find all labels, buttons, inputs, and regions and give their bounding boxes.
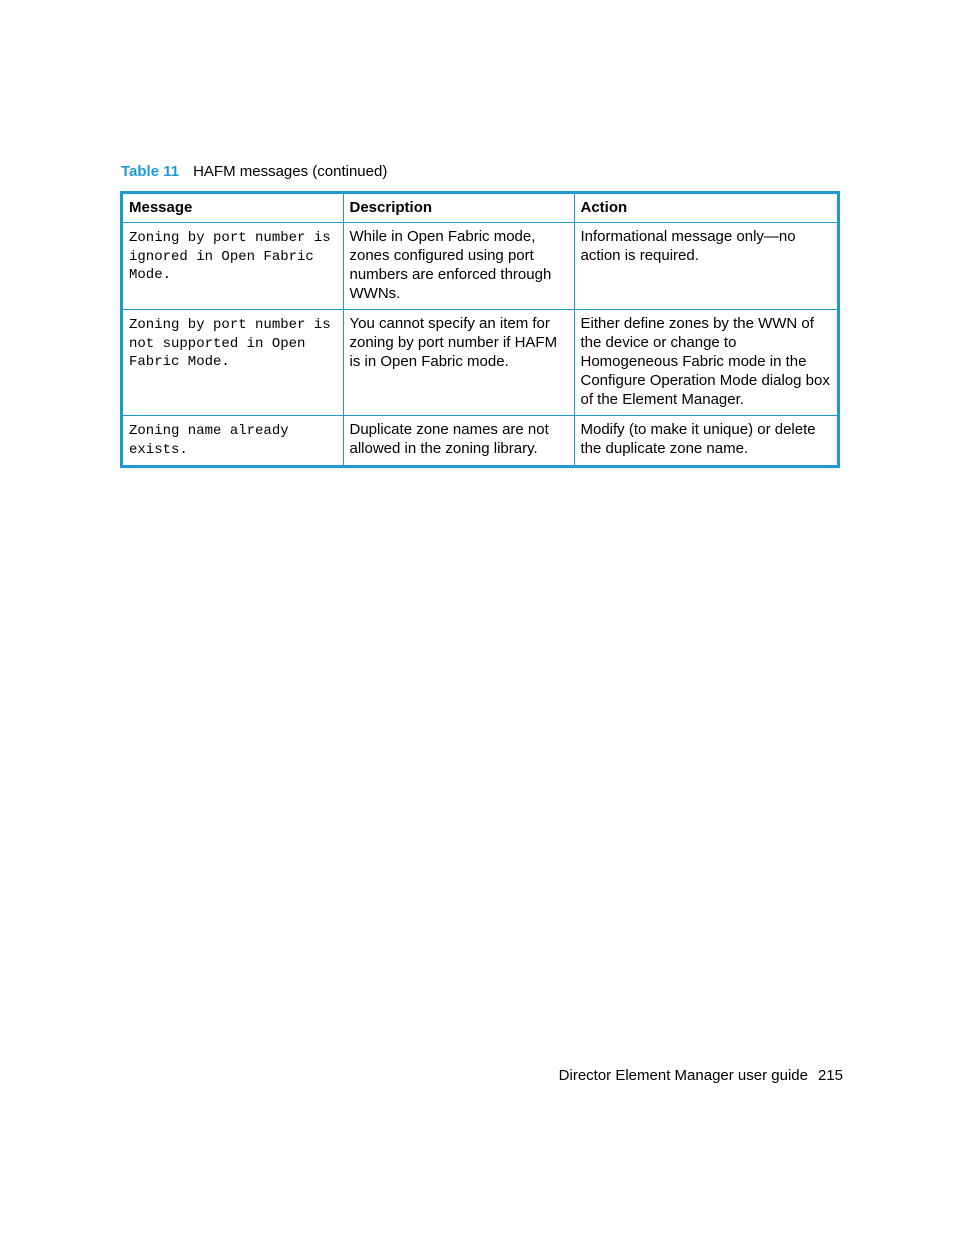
table-caption-title: HAFM messages (continued) [193,163,388,180]
description-cell: You cannot specify an item for zoning by port number if HAFM is in Open Fabric mode. [343,310,574,416]
message-cell: Zoning by port number is not supported in Open Fabric Mode. [123,310,343,416]
description-cell: While in Open Fabric mode, zones configured using port numbers are enforced through WWNs. [343,223,574,310]
table-caption [121,162,387,182]
action-cell: Either define zones by the WWN of the device or change to Homogeneous Fabric mode in the Configure Operation Mode dialog box of the Element Manager. [574,310,837,416]
table-row [123,310,837,416]
action-cell: Informational message only—no action is required. [574,223,837,310]
message-cell: Zoning by port number is ignored in Open Fabric Mode. [123,223,343,310]
table-row [123,416,837,466]
messages-table [123,194,837,465]
header-description: Description [343,194,574,223]
description-cell: Duplicate zone names are not allowed in the zoning library. [343,416,574,466]
header-message: Message [123,194,343,223]
footer-guide-title: Director Element Manager user guide [558,1067,808,1084]
table-caption-label: Table 11 [121,163,180,180]
page-footer [559,1066,843,1086]
table-row [123,223,837,310]
page-number: 215 [817,1067,843,1084]
header-action: Action [574,194,837,223]
action-cell: Modify (to make it unique) or delete the duplicate zone name. [574,416,837,466]
message-cell: Zoning name already exists. [123,416,343,466]
table-header-row [123,194,837,223]
hafm-messages-table [120,191,840,468]
